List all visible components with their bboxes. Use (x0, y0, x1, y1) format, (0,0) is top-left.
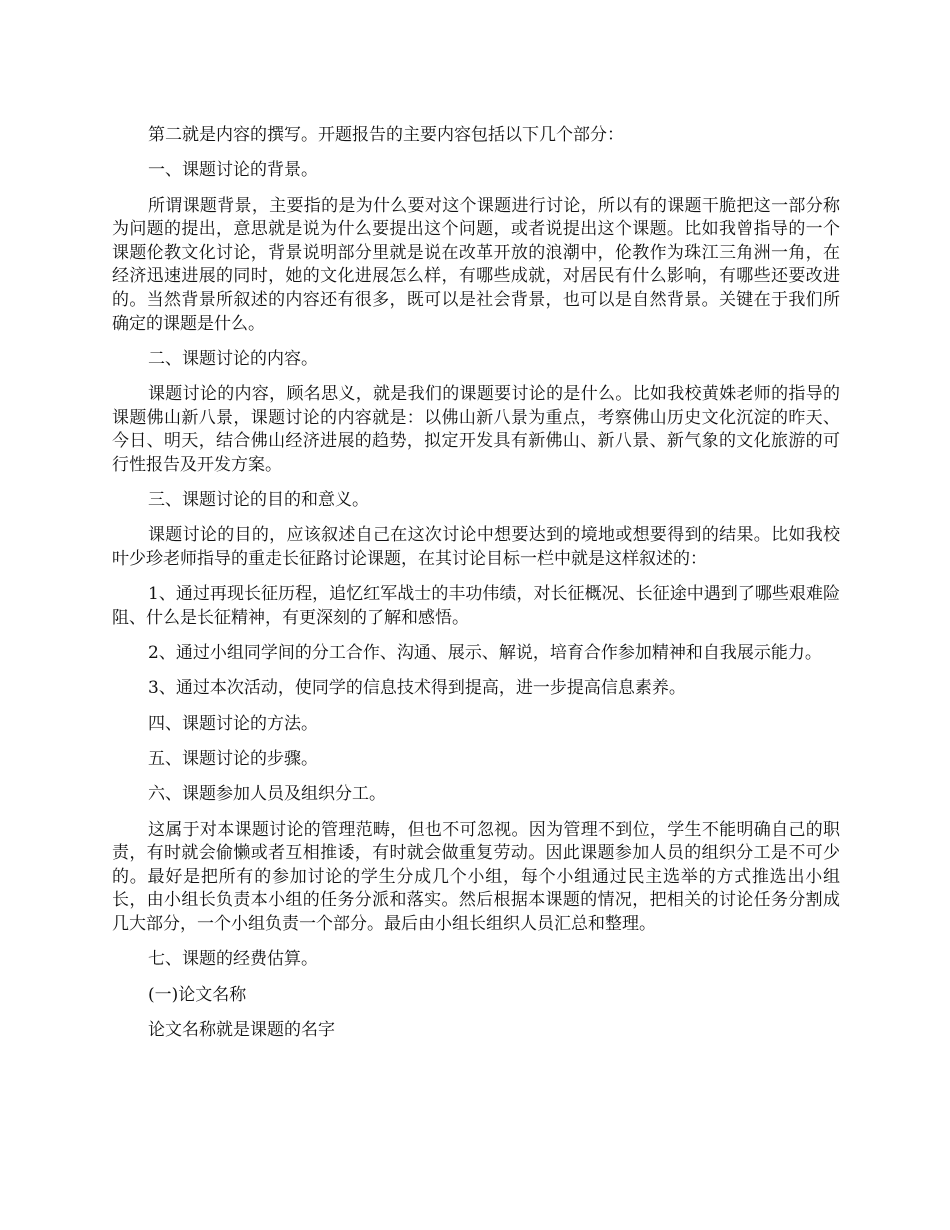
section-heading-background: 一、课题讨论的背景。 (148, 160, 318, 181)
background-paragraph: 所谓课题背景，主要指的是为什么要对这个课题进行讨论，所以有的课题干脆把这一部分称为问题的提出，意思就是说为什么要提出这个问题，或者说提出这个课题。比如我曾指导的一个课题伦教文化讨论，背景说明部分里就是说在改革开放的浪潮中，伦教作为珠江三角洲一角，在经济迅速进展的同时，她的文化进展怎么样，有哪些成就，对居民有什么影响，有哪些还要改进的。当然背景所叙述的内容还有很多，既可以是社会背景，也可以是自然背景。关键在于我们所确定的课题是什么。 (112, 195, 840, 334)
section-heading-steps: 五、课题讨论的步骤。 (148, 749, 318, 770)
section-heading-purpose: 三、课题讨论的目的和意义。 (148, 490, 369, 511)
subheading-thesis-title: (一)论文名称 (148, 984, 247, 1005)
purpose-item-3: 3、通过本次活动，使同学的信息技术得到提高，进一步提高信息素养。 (148, 678, 686, 699)
section-heading-method: 四、课题讨论的方法。 (148, 713, 318, 734)
members-paragraph: 这属于对本课题讨论的管理范畴，但也不可忽视。因为管理不到位，学生不能明确自己的职责，有时就会偷懒或者互相推诿，有时就会做重复劳动。因此课题参加人员的组织分工是不可少的。最好是把所有的参加讨论的学生分成几个小组，每个小组通过民主选举的方式推选出小组长，由小组长负责本小组的任务分派和落实。然后根据本课题的情况，把相关的讨论任务分割成几大部分，一个小组负责一个部分。最后由小组长组织人员汇总和整理。 (112, 819, 840, 934)
section-heading-content: 二、课题讨论的内容。 (148, 348, 318, 369)
section-heading-budget: 七、课题的经费估算。 (148, 949, 318, 970)
purpose-item-1: 1、通过再现长征历程，追忆红军战士的丰功伟绩，对长征概况、长征途中遇到了哪些艰难险阻、什么是长征精神，有更深刻的了解和感悟。 (112, 584, 840, 628)
intro-paragraph: 第二就是内容的撰写。开题报告的主要内容包括以下几个部分： (148, 125, 624, 145)
thesis-title-paragraph: 论文名称就是课题的名字 (148, 1019, 335, 1040)
purpose-item-2: 2、通过小组同学间的分工合作、沟通、展示、解说，培育合作参加精神和自我展示能力。 (148, 643, 822, 664)
section-heading-members: 六、课题参加人员及组织分工。 (148, 784, 386, 805)
purpose-paragraph: 课题讨论的目的，应该叙述自己在这次讨论中想要达到的境地或想要得到的结果。比如我校叶少珍老师指导的重走长征路讨论课题，在其讨论目标一栏中就是这样叙述的： (112, 525, 840, 570)
content-paragraph: 课题讨论的内容，顾名思义，就是我们的课题要讨论的是什么。比如我校黄姝老师的指导的课题佛山新八景，课题讨论的内容就是：以佛山新八景为重点，考察佛山历史文化沉淀的昨天、今日、明天，结合佛山经济进展的趋势，拟定开发具有新佛山、新八景、新气象的文化旅游的可行性报告及开发方案。 (112, 384, 840, 475)
document-body (112, 124, 840, 1054)
